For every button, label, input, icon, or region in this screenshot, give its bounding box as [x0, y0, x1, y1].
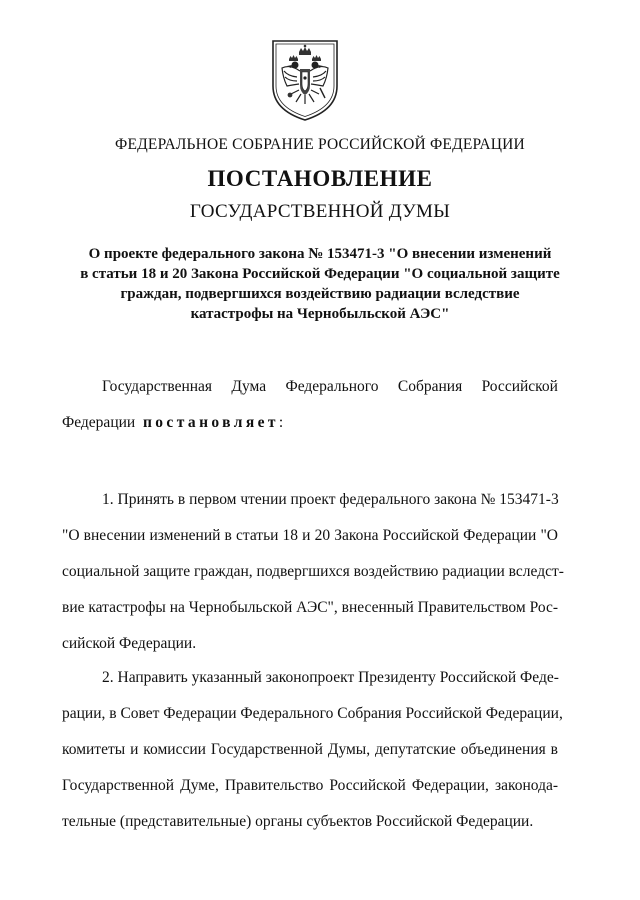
paragraph-2 [62, 660, 563, 840]
preamble-line [62, 378, 558, 398]
subject-line: в статьи 18 и 20 Закона Российской Федерации "О социальной защите [80, 266, 560, 282]
paragraph-line: Государственной Думе, Правительство Российской Федерации, законода- [62, 777, 558, 794]
resolution-subject [40, 244, 600, 324]
paragraph-line: социальной защите граждан, подвергшихся воздействию радиации вследст- [62, 563, 564, 580]
preamble-word: Федерации [62, 414, 136, 431]
paragraph-line: "О внесении изменений в статьи 18 и 20 Закона Российской Федерации "О [62, 527, 558, 544]
federal-assembly-heading: ФЕДЕРАЛЬНОЕ СОБРАНИЕ РОССИЙСКОЙ ФЕДЕРАЦИИ [115, 136, 525, 153]
preamble-word: Собрания [397, 378, 463, 395]
paragraph-line: 1. Принять в первом чтении проект федерального закона № 153471-3 [102, 491, 559, 508]
preamble-colon: : [278, 414, 284, 431]
document-issuer: ГОСУДАРСТВЕННОЙ ДУМЫ [189, 201, 451, 222]
preamble-word: Федерального [285, 378, 379, 395]
preamble-word: Государственная [102, 378, 213, 395]
resolves-verb: постановляет [142, 414, 279, 431]
preamble [62, 378, 558, 434]
paragraph-line: комитеты и комиссии Государственной Думы, депутатские объединения в [62, 741, 558, 758]
paragraph-line: вие катастрофы на Чернобыльской АЭС", внесенный Правительством Рос- [62, 599, 558, 616]
preamble-line [62, 414, 558, 434]
paragraph-1 [62, 482, 564, 662]
paragraph-line: тельные (представительные) органы субъектов Российской Федерации. [62, 813, 534, 830]
paragraph-line: сийской Федерации. [62, 635, 197, 652]
coat-of-arms-icon [270, 38, 340, 122]
subject-line: катастрофы на Чернобыльской АЭС" [190, 306, 450, 322]
preamble-word: Дума [231, 378, 267, 395]
document-type-title: ПОСТАНОВЛЕНИЕ [207, 166, 433, 191]
preamble-word: Российской [481, 378, 558, 395]
subject-line: О проекте федерального закона № 153471-3 "О внесении изменений [88, 246, 552, 262]
paragraph-line: рации, в Совет Федерации Федерального Собрания Российской Федерации, [62, 705, 563, 722]
coat-of-arms-emblem [270, 38, 340, 122]
paragraph-line: 2. Направить указанный законопроект Президенту Российской Феде- [102, 669, 559, 686]
subject-line: граждан, подвергшихся воздействию радиации вследствие [120, 286, 520, 302]
